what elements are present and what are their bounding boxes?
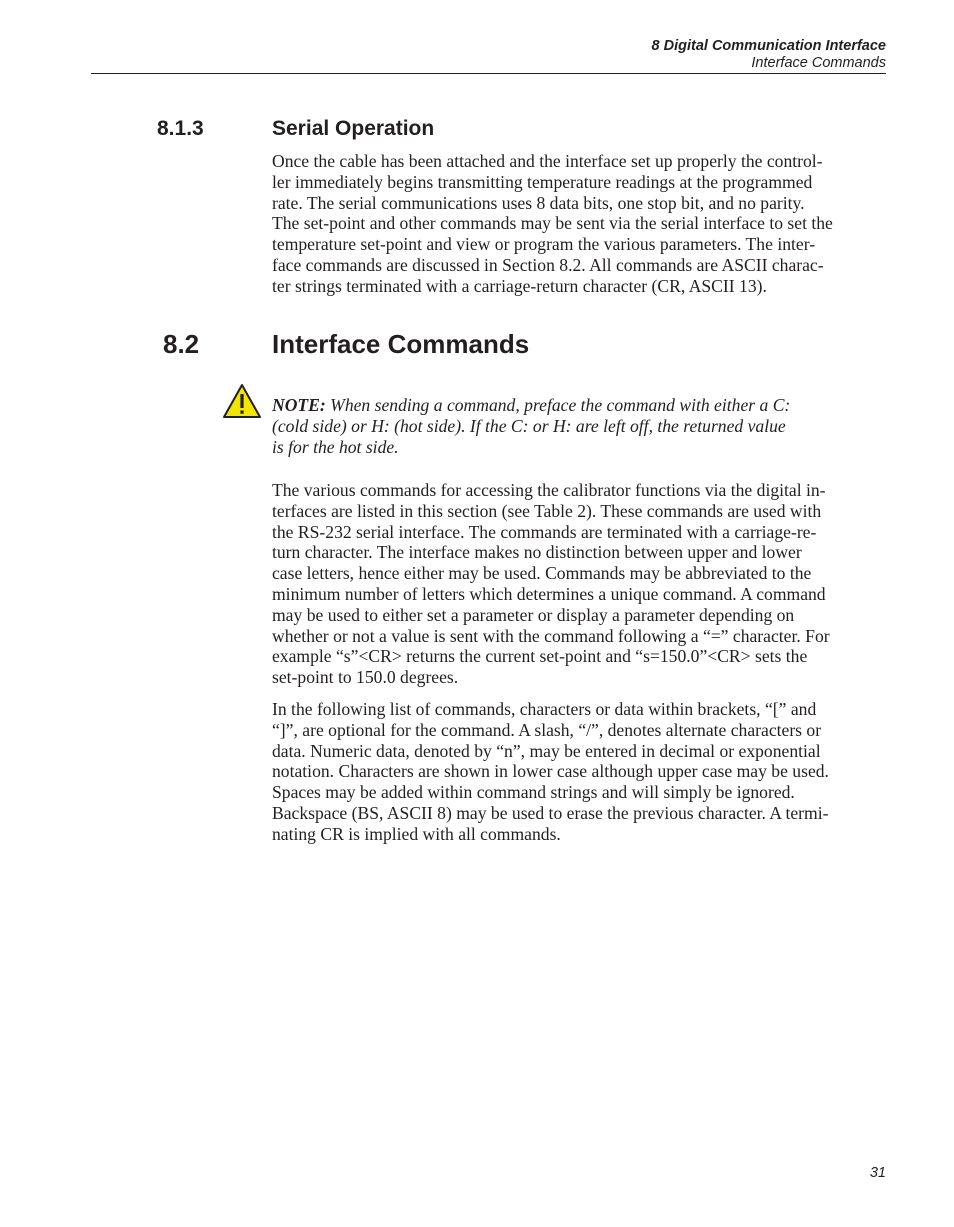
note-text: When sending a command, preface the command with either a C: (325, 395, 791, 415)
text-line: the RS-232 serial interface. The commands are terminated with a carriage-re- (272, 521, 817, 542)
page-number: 31 (869, 1165, 886, 1181)
text-line: Spaces may be added within command strings and will simply be ignored. (272, 782, 795, 803)
running-header (652, 38, 886, 72)
text-line: Backspace (BS, ASCII 8) may be used to erase the previous character. A termi- (272, 802, 829, 823)
text-line: ter strings terminated with a carriage-return character (CR, ASCII 13). (272, 275, 767, 296)
text-line: notation. Characters are shown in lower case although upper case may be used. (272, 761, 829, 782)
note-label: NOTE: (272, 395, 326, 415)
serial-operation-paragraph (272, 151, 888, 297)
text-line: whether or not a value is sent with the command following a “=” character. For (272, 625, 830, 646)
text-line: In the following list of commands, characters or data within brackets, “[” and (272, 699, 817, 719)
text-line: face commands are discussed in Section 8.2. All commands are ASCII charac- (272, 254, 824, 275)
section-number-813: 8.1.3 (157, 117, 204, 140)
header-rule (91, 73, 886, 74)
text-line: “]”, are optional for the command. A slash, “/”, denotes alternate characters or (272, 719, 822, 740)
section-title-interface-commands: Interface Commands (272, 329, 530, 359)
text-line: temperature set-point and view or program the various parameters. The inter- (272, 234, 816, 255)
header-chapter: 8 Digital Communication Interface (651, 38, 886, 54)
text-line: The set-point and other commands may be sent via the serial interface to set the (272, 213, 833, 234)
text-line: rate. The serial communications uses 8 data bits, one stop bit, and no parity. (272, 192, 805, 213)
text-line: example “s”<CR> returns the current set-point and “s=150.0”<CR> sets the (272, 646, 808, 667)
section-title-serial-operation: Serial Operation (272, 117, 435, 140)
header-section: Interface Commands (751, 55, 886, 71)
text-line: ler immediately begins transmitting temperature readings at the programmed (272, 171, 813, 192)
text-line: data. Numeric data, denoted by “n”, may be entered in decimal or exponential (272, 740, 821, 761)
note-line: (cold side) or H: (hot side). If the C: or H: are left off, the returned value (272, 415, 786, 436)
text-line: set-point to 150.0 degrees. (272, 667, 459, 688)
section-number-82: 8.2 (163, 329, 200, 359)
text-line: The various commands for accessing the calibrator functions via the digital in- (272, 480, 826, 500)
note-line (272, 395, 872, 416)
warning-triangle-icon (222, 383, 262, 419)
text-line: minimum number of letters which determines a unique command. A command (272, 583, 826, 604)
text-line: case letters, hence either may be used. Commands may be abbreviated to the (272, 563, 812, 584)
text-line: Once the cable has been attached and the interface set up properly the control- (272, 151, 823, 171)
note-callout (272, 395, 872, 457)
command-syntax-paragraph (272, 699, 888, 845)
commands-intro-paragraph (272, 480, 888, 688)
note-line: is for the hot side. (272, 436, 399, 457)
text-line: nating CR is implied with all commands. (272, 823, 561, 844)
text-line: turn character. The interface makes no distinction between upper and lower (272, 542, 802, 563)
text-line: terfaces are listed in this section (see Table 2). These commands are used with (272, 500, 822, 521)
text-line: may be used to either set a parameter or display a parameter depending on (272, 604, 795, 625)
